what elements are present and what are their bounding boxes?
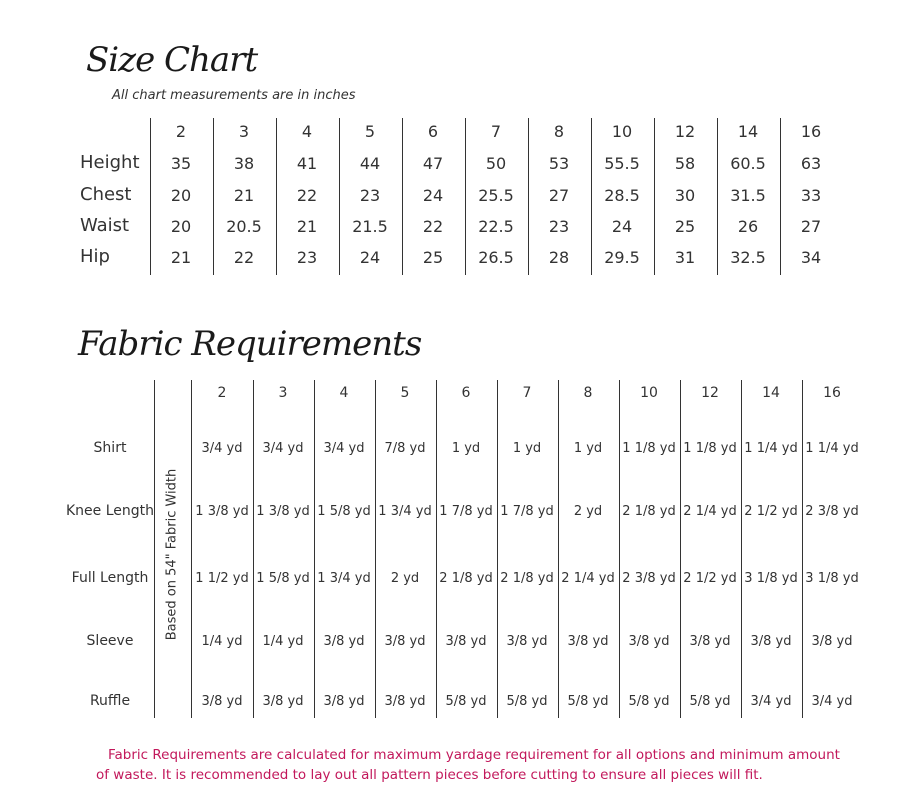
size-value: 35 [170,154,192,173]
fabric-value: 3/8 yd [811,633,853,649]
fabric-value: 3/8 yd [567,633,609,649]
size-value: 20 [170,217,192,236]
fabric-value: 1 7/8 yd [439,503,493,519]
fabric-width-note: Based on 54" Fabric Width [164,468,180,641]
size-value: 30 [674,186,696,205]
fabric-value: 3/8 yd [262,693,304,709]
fabric-value: 3/4 yd [811,693,853,709]
fabric-divider [436,380,437,718]
size-value: 60.5 [730,154,766,173]
fabric-divider [375,380,376,718]
size-chart-subtitle: All chart measurements are in inches [112,88,356,103]
fabric-value: 3/8 yd [689,633,731,649]
size-value: 20.5 [226,217,262,236]
fabric-value: 3/8 yd [384,693,426,709]
fabric-value: 3/8 yd [506,633,548,649]
size-header: 3 [238,122,250,141]
size-value: 41 [296,154,318,173]
size-header: 12 [674,122,696,141]
fabric-value: 1 7/8 yd [500,503,554,519]
size-value: 22 [233,248,255,267]
fabric-value: 1 1/4 yd [744,440,798,456]
fabric-value: 3/4 yd [262,440,304,456]
size-header: 5 [364,122,376,141]
fabric-value: 5/8 yd [567,693,609,709]
size-value: 22 [296,186,318,205]
size-value: 21.5 [352,217,388,236]
size-header: 16 [800,122,822,141]
fabric-value: 2 yd [573,503,603,519]
size-header: 4 [301,122,313,141]
fabric-value: 1 1/4 yd [805,440,859,456]
size-header: 2 [175,122,187,141]
size-value: 44 [359,154,381,173]
fabric-value: 3/4 yd [201,440,243,456]
size-header: 8 [553,122,565,141]
size-header: 7 [490,122,502,141]
fabric-value: 5/8 yd [628,693,670,709]
fabric-value: 5/8 yd [445,693,487,709]
size-value: 26.5 [478,248,514,267]
fabric-divider [497,380,498,718]
fabric-value: 2 3/8 yd [805,503,859,519]
size-header: 14 [737,122,759,141]
fabric-divider [314,380,315,718]
size-value: 27 [800,217,822,236]
fabric-divider [680,380,681,718]
fabric-value: 2 1/4 yd [561,570,615,586]
size-value: 32.5 [730,248,766,267]
size-value: 21 [296,217,318,236]
size-value: 22 [422,217,444,236]
size-value: 26 [737,217,759,236]
size-value: 24 [422,186,444,205]
fabric-value: 1 5/8 yd [317,503,371,519]
size-header: 10 [611,122,633,141]
size-row-label: Height [80,152,140,173]
fabric-value: 3/8 yd [750,633,792,649]
fabric-row-label: Knee Length [65,503,155,519]
size-value: 34 [800,248,822,267]
fabric-divider [191,380,192,718]
fabric-value: 2 3/8 yd [622,570,676,586]
fabric-value: 1 1/8 yd [683,440,737,456]
fabric-value: 3/8 yd [201,693,243,709]
fabric-value: 1 3/8 yd [256,503,310,519]
fabric-footnote: Fabric Requirements are calculated for maximum yardage requirement for all options and minimum amount of waste. It is recommended to lay out all pattern pieces before cutting to ensure all pieces will fit. [96,747,840,783]
fabric-divider [558,380,559,718]
fabric-size-header: 4 [339,385,349,401]
fabric-size-header: 12 [701,385,719,401]
size-value: 24 [359,248,381,267]
fabric-row-label: Ruffle [89,693,131,709]
fabric-value: 5/8 yd [689,693,731,709]
fabric-size-header: 8 [583,385,593,401]
fabric-value: 3/4 yd [323,440,365,456]
size-value: 27 [548,186,570,205]
fabric-value: 1 yd [451,440,481,456]
fabric-value: 1 yd [512,440,542,456]
fabric-requirements-title: Fabric Requirements [78,324,422,364]
size-value: 38 [233,154,255,173]
fabric-value: 2 1/8 yd [500,570,554,586]
fabric-divider [741,380,742,718]
size-row-label: Waist [80,215,130,236]
fabric-value: 3/8 yd [445,633,487,649]
size-row-label: Hip [80,246,110,267]
size-value: 31 [674,248,696,267]
fabric-size-header: 7 [522,385,532,401]
fabric-value: 1 1/8 yd [622,440,676,456]
fabric-size-header: 3 [278,385,288,401]
fabric-value: 5/8 yd [506,693,548,709]
fabric-value: 1 3/8 yd [195,503,249,519]
fabric-value: 3/8 yd [323,693,365,709]
fabric-divider [154,380,155,718]
size-value: 58 [674,154,696,173]
fabric-value: 1/4 yd [201,633,243,649]
fabric-row-label: Shirt [93,440,127,456]
size-value: 21 [233,186,255,205]
size-value: 23 [548,217,570,236]
fabric-value: 2 1/8 yd [439,570,493,586]
fabric-divider [253,380,254,718]
fabric-value: 1 3/4 yd [317,570,371,586]
size-value: 55.5 [604,154,640,173]
fabric-value: 1 3/4 yd [378,503,432,519]
size-value: 63 [800,154,822,173]
size-header: 6 [427,122,439,141]
fabric-value: 2 1/4 yd [683,503,737,519]
size-value: 53 [548,154,570,173]
size-row-label: Chest [80,184,132,205]
size-value: 23 [359,186,381,205]
size-value: 21 [170,248,192,267]
fabric-size-header: 6 [461,385,471,401]
size-value: 31.5 [730,186,766,205]
fabric-value: 3 1/8 yd [744,570,798,586]
fabric-divider [619,380,620,718]
size-value: 28.5 [604,186,640,205]
size-value: 28 [548,248,570,267]
fabric-size-header: 5 [400,385,410,401]
size-value: 33 [800,186,822,205]
fabric-size-header: 10 [640,385,658,401]
fabric-value: 1 5/8 yd [256,570,310,586]
size-value: 25.5 [478,186,514,205]
size-value: 25 [674,217,696,236]
size-value: 50 [485,154,507,173]
fabric-value: 3/4 yd [750,693,792,709]
size-value: 23 [296,248,318,267]
size-value: 20 [170,186,192,205]
size-value: 24 [611,217,633,236]
fabric-value: 2 1/2 yd [683,570,737,586]
fabric-value: 2 1/8 yd [622,503,676,519]
fabric-value: 2 1/2 yd [744,503,798,519]
fabric-value: 3/8 yd [628,633,670,649]
fabric-row-label: Full Length [71,570,149,586]
fabric-value: 3 1/8 yd [805,570,859,586]
fabric-value: 3/8 yd [323,633,365,649]
fabric-size-header: 16 [823,385,841,401]
fabric-divider [802,380,803,718]
fabric-value: 3/8 yd [384,633,426,649]
fabric-row-label: Sleeve [86,633,134,649]
size-chart-title: Size Chart [86,40,258,80]
fabric-size-header: 14 [762,385,780,401]
size-value: 22.5 [478,217,514,236]
size-value: 29.5 [604,248,640,267]
fabric-value: 7/8 yd [384,440,426,456]
size-value: 25 [422,248,444,267]
fabric-value: 1 1/2 yd [195,570,249,586]
size-value: 47 [422,154,444,173]
fabric-size-header: 2 [217,385,227,401]
fabric-value: 1 yd [573,440,603,456]
fabric-value: 2 yd [390,570,420,586]
fabric-value: 1/4 yd [262,633,304,649]
